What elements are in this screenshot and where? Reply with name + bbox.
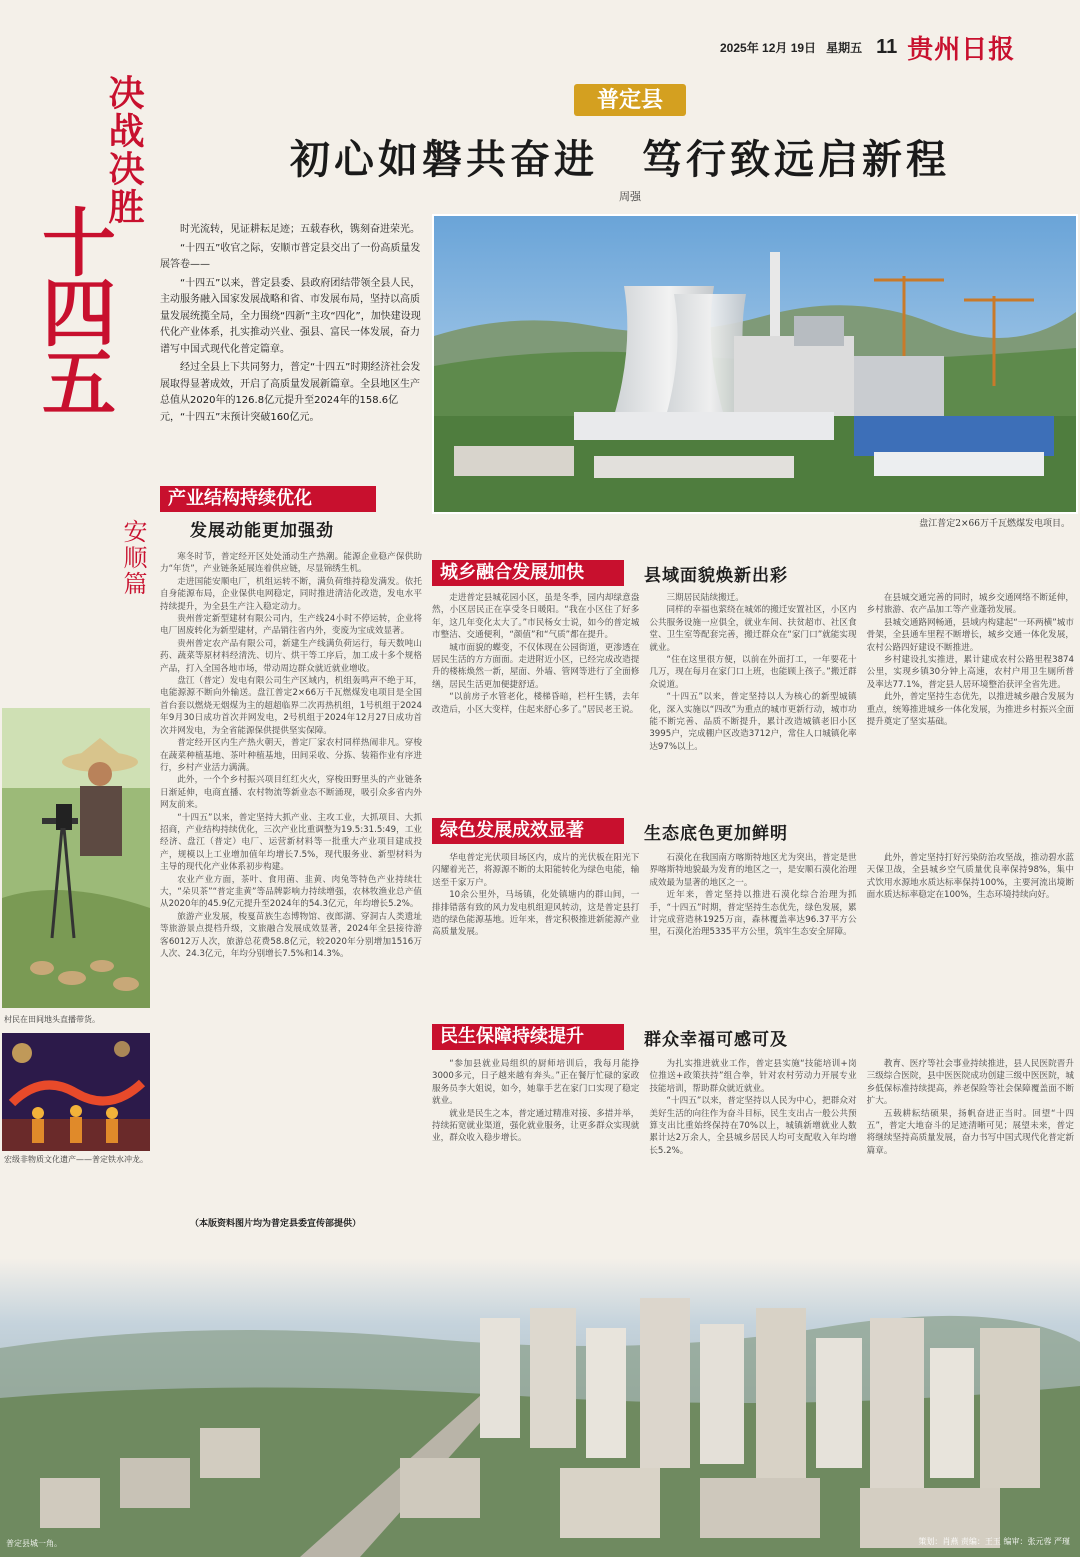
byline: 周强	[619, 190, 641, 203]
paragraph: 为扎实推进就业工作，普定县实施“技能培训+岗位推送+政策扶持”组合拳，针对农村劳动力开展专业技能培训，帮助群众就近就业。	[649, 1059, 857, 1094]
paragraph: 贵州普定新型建材有限公司内，生产线24小时不停运转，企业将电厂固废转化为新型建材，产品销往省内外，变废为宝成效显著。	[160, 614, 422, 637]
paragraph: 此外，一个个乡村振兴项目红红火火，穿梭田野里头的产业链条日渐延伸，电商直播、农村物流等新业态不断涌现，吸引众多省内外网友前来。	[160, 775, 422, 811]
intro-paragraph: 时光流转，见证耕耘足迹；五载春秋，镌刻奋进荣光。	[180, 224, 420, 235]
intro-text	[160, 222, 422, 428]
paragraph: 此外，普定坚持打好污染防治攻坚战，推动碧水蓝天保卫战，全县城乡空气质量优良率保持98%，集中式饮用水源地水质达标率保持100%，主要河流出境断面水质达标率稳定在100%，生态环境持续向好。	[866, 853, 1074, 901]
section-industry	[160, 486, 422, 960]
intro-paragraph: “十四五”以来，普定县委、县政府团结带领全县人民，主动服务融入国家发展战略和省、市发展布局，坚持以高质量发展统揽全局，全力围绕“四新”主攻“四化”，加快建设现代化产业体系，扎实推动兴业、强县、富民一体发展，奋力谱写中国式现代化普定篇章。	[160, 277, 421, 355]
section-industry-text	[160, 551, 422, 960]
section-green-subheading: 生态底色更加鲜明	[644, 823, 788, 844]
city-aerial-photo	[0, 1258, 1080, 1557]
section-green-heading: 绿色发展成效显著	[432, 818, 624, 844]
banner-14th-five-year: 十四五	[30, 204, 116, 414]
section-urban-text	[432, 592, 1074, 814]
source-note: （本版资料图片均为普定县委宣传部提供）	[190, 1219, 362, 1229]
fire-dragon-photo	[2, 1033, 150, 1151]
paragraph: 旅游产业发展，梭戛苗族生态博物馆、夜郎湖、穿洞古人类遗址等旅游景点提档升级，文旅融合发展成效显著，2024年全县接待游客6012万人次，旅游总花费58.8亿元，较2020年分别增加1516万人次、24.3亿元，年均分别增长7.5%和14.3%。	[160, 911, 422, 959]
masthead	[720, 32, 1060, 65]
paragraph: “住在这里很方便，以前在外面打工，一年要花十几万，现在每月在家门口上班，也能顾上孩子。”搬迁群众说道。	[649, 655, 857, 690]
paragraph: 10余公里外，马场镇，化处镇塘内的群山间，一排排错落有致的风力发电机组迎风转动，这是普定县打造的绿色能源基地。近年来，普定积极推进新能源产业高质量发展。	[432, 890, 640, 938]
power-plant-caption: 盘江普定2×66万千瓦燃煤发电项目。	[919, 519, 1070, 529]
side-banner	[30, 74, 147, 634]
section-green-text	[432, 852, 1074, 1012]
city-photo-caption: 普定县城一角。	[6, 1539, 62, 1548]
paragraph: 贵州普定农产品有限公司，新建生产线满负荷运行，每天数吨山药、蔬菜等原材料经清洗、切片、烘干等工序后，加工成十多个规格产品，打入全国各地市场，带动周边群众就近就业增收。	[160, 638, 422, 674]
paragraph: 城市面貌的蝶变，不仅体现在公园街道，更渗透在居民生活的方方面面。走进附近小区，已经完成改造提升的楼栋焕然一新，屋面、外墙、管网等进行了全面修缮，居民生活更加便捷舒适。	[432, 642, 640, 690]
paragraph: 盘江（普定）发电有限公司生产区域内，机组轰鸣声不绝于耳，电能源源不断向外输送。盘江普定2×66万千瓦燃煤发电项目是全国首台套以燃烧无烟煤为主的超超临界二次再热机组，1号机组于2024年9月30日成功首次并网发电，2号机组于2024年12月27日成功首次并网发电，为全省能源保供提供坚实保障。	[160, 676, 422, 736]
fire-dragon-caption: 宏级非物质文化遗产——普定铁水冲龙。	[4, 1155, 148, 1164]
paragraph: 走进普定县城花园小区，虽是冬季，园内却绿意盎然，小区居民正在享受冬日暖阳。“我在小区住了好多年，这几年变化太大了。”市民杨女士说，如今的普定城市整洁、交通便利，“颜值”和“气质”都在提升。	[432, 593, 640, 641]
paragraph: “十四五”以来，普定坚持大抓产业、主攻工业，大抓项目、大抓招商，产业结构持续优化，三次产业比重调整为19.5:31.5:49，工业经济、盘江（普定）电厂、运营新材料等一批重大产业项目建成投产，规模以上工业增加值年均增长7.5%，现代服务业、新型材料为主导的现代化产业体系初步构建。	[160, 812, 422, 873]
banner-series: 安顺篇	[119, 519, 147, 597]
paragraph: “十四五”以来，普定坚持以人为核心的新型城镇化，深入实施以“四改”为重点的城市更新行动，城市功能不断完善、品质不断提升，累计改造城镇老旧小区3995户，完成棚户区改造3712户，常住人口城镇化率达97%以上。	[649, 692, 857, 752]
paragraph: 石漠化在我国南方喀斯特地区尤为突出，普定是世界喀斯特地貌最为发育的地区之一，是安顺石漠化治理成效最为显著的地区之一。	[649, 853, 857, 888]
paragraph: 寒冬时节，普定经开区处处涌动生产热潮。能源企业稳产保供助力“年货”，产业链条延展连着供应链，尽显锦绣生机。	[160, 552, 422, 575]
issue-weekday: 星期五	[826, 40, 863, 55]
power-plant-photo	[432, 214, 1078, 514]
section-livelihood-subheading: 群众幸福可感可及	[644, 1029, 788, 1050]
paragraph: 走进国能安顺电厂，机组运转不断，满负荷维持稳发满发。依托自身能源布局，企业保供电网稳定，同时推进清洁化改造，发电水平持续提升，为全县生产注入稳定动力。	[160, 576, 422, 612]
paragraph: 普定经开区内生产热火朝天，普定厂家农村同样热闹非凡。穿梭在蔬菜种植基地、茶叶种植基地，田间采收、分拣、装箱作业有序进行，乡村产业活力满满。	[160, 738, 422, 773]
intro-paragraph: 经过全县上下共同努力，普定“十四五”时期经济社会发展取得显著成效，开启了高质量发展新篇章。全县地区生产总值从2020年的126.8亿元提升至2024年的158.6亿元，“十四五”末预计突破160亿元。	[160, 362, 421, 423]
paragraph: 近年来，普定坚持以推进石漠化综合治理为抓手，“十四五”时期，普定坚持生态优先，绿色发展，累计完成营造林1925万亩，森林覆盖率达96.37平方公里，石漠化治理5335平方公里，筑牢生态安全屏障。	[649, 890, 857, 938]
page-title: 初心如磐共奋进 笃行致远启新程	[290, 136, 950, 183]
banner-slogan: 决战决胜	[103, 74, 145, 226]
section-livelihood-heading: 民生保障持续提升	[432, 1024, 624, 1050]
section-urban-heading: 城乡融合发展加快	[432, 560, 624, 586]
paragraph: 华电普定光伏项目场区内，成片的光伏板在阳光下闪耀着光芒，将源源不断的太阳能转化为绿色电能，输送至千家万户。	[432, 853, 640, 888]
paragraph: 乡村建设扎实推进，累计建成农村公路里程3874公里，实现乡镇30分钟上高速，农村户用卫生厕所普及率达77.1%，普定县人居环境整治获评全省先进。	[866, 655, 1074, 690]
newspaper-logo: 贵州日报	[907, 34, 1016, 65]
section-urban	[432, 560, 1074, 814]
paragraph: “以前房子水管老化，楼梯昏暗，栏杆生锈，去年改造后，小区大变样，住起来舒心多了。”居民老王说。	[432, 692, 640, 715]
editorial-credits: 策划：肖燕 责编：王玉 编审：张元蓉 严瑾	[918, 1537, 1070, 1546]
paragraph: 在县城交通完善的同时，城乡交通网络不断延伸，乡村旅游、农产品加工等产业蓬勃发展。	[866, 593, 1074, 616]
section-livelihood	[432, 1024, 1074, 1250]
paragraph: 就业是民生之本，普定通过精准对接、多措并举，持续拓宽就业渠道，强化就业服务，让更多群众实现就业，群众收入稳步增长。	[432, 1108, 640, 1144]
paragraph: “参加县就业局组织的厨师培训后，我每月能挣3000多元，日子越来越有奔头。”正在餐厅忙碌的家政服务员李大姐说，如今，她靠手艺在家门口实现了稳定就业。	[432, 1059, 640, 1107]
paragraph: 农业产业方面，茶叶、食用菌、韭黄、肉兔等特色产业持续壮大，“朵贝茶”“普定韭黄”等品牌影响力持续增强，农林牧渔业总产值从2020年的45.9亿元提升至2024年的54.3亿元，年均增长5.2%。	[160, 874, 422, 910]
page-number: 11	[876, 35, 898, 58]
farmer-photo-caption: 村民在田间地头直播带货。	[4, 1015, 100, 1024]
issue-date: 2025年 12月 19日	[720, 40, 817, 55]
paragraph: “十四五”以来，普定坚持以人民为中心，把群众对美好生活的向往作为奋斗目标，民生支出占一般公共预算支出比重始终保持在70%以上，城镇新增就业人数累计达2万余人，全县城乡居民人均可支配收入年均增长5.2%。	[649, 1096, 857, 1156]
paragraph: 三期居民陆续搬迁。	[666, 593, 744, 603]
paragraph: 五载耕耘结硕果，扬帆奋进正当时。回望“十四五”，普定大地奋斗的足迹清晰可见；展望未来，普定将继续坚持高质量发展，奋力书写中国式现代化普定新篇章。	[866, 1108, 1074, 1156]
farmer-livestream-photo	[2, 708, 150, 1008]
paragraph: 同样的幸福也萦绕在城郊的搬迁安置社区，小区内公共服务设施一应俱全，就业车间、扶贫超市、社区食堂、卫生室等配套完善，搬迁群众在“家门口”就能实现就业。	[649, 605, 857, 653]
paragraph: 此外，普定坚持生态优先，以推进城乡融合发展为重点，统筹推进城乡一体化发展，为推进乡村振兴全面提升奠定了坚实基础。	[866, 692, 1074, 728]
paragraph: 县城交通路网畅通，县域内构建起“一环两横”城市骨架，全县通车里程不断增长，城乡交通一体化发展，农村公路四好建设不断推进。	[866, 617, 1074, 653]
section-livelihood-text	[432, 1058, 1074, 1250]
paragraph: 教育、医疗等社会事业持续推进，县人民医院晋升三级综合医院，县中医医院成功创建三级中医医院，城乡低保标准持续提高，养老保险等社会保障覆盖面不断扩大。	[866, 1059, 1074, 1107]
county-badge: 普定县	[574, 84, 686, 116]
section-industry-heading: 产业结构持续优化	[160, 486, 376, 512]
section-green	[432, 818, 1074, 1012]
section-urban-subheading: 县域面貌焕新出彩	[644, 565, 788, 586]
section-industry-subheading: 发展动能更加强劲	[190, 521, 334, 541]
intro-paragraph: “十四五”收官之际，安顺市普定县交出了一份高质量发展答卷——	[160, 242, 421, 270]
